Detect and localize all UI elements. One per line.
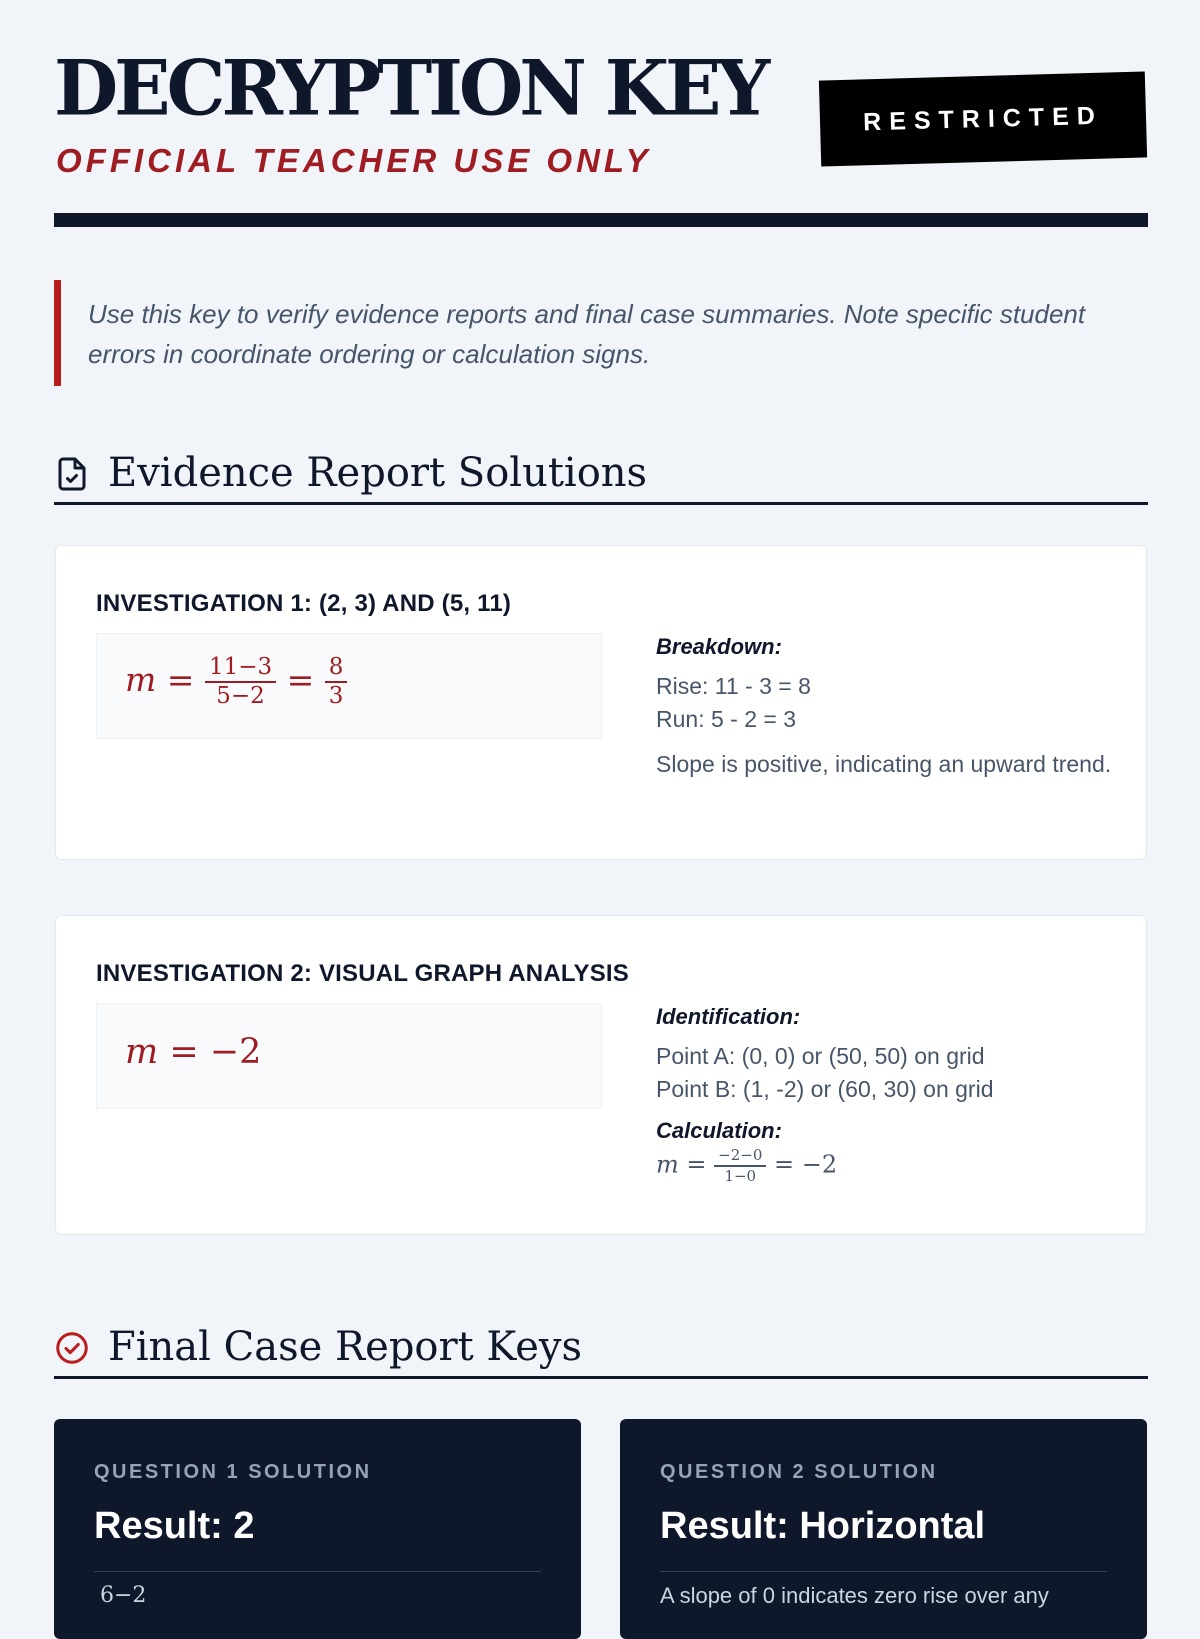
identification-panel [656,1004,1116,1184]
calculation-formula: m = $\frac{-2-0}{1-0}$ = −2 [656,1146,838,1185]
slope-formula: m = −2 [125,1032,262,1072]
page [54,0,1148,1608]
section-title: Evidence Report Solutions [108,450,648,496]
formula-box [96,1003,602,1109]
instructions-note: Use this key to verify evidence reports and final case summaries. Note specific student errors in coordinate ordering or calculation signs. [54,280,1144,386]
section-title: Final Case Report Keys [108,1324,583,1370]
check-circle-icon [54,1328,90,1368]
solution-result: Result: 2 [94,1505,255,1547]
page-subtitle: OFFICIAL TEACHER USE ONLY [56,142,652,179]
card-divider [94,1571,541,1572]
fraction: $\frac{-2-0}{1-0}$ [714,1148,766,1184]
fraction: $\frac{8}{3}$ [325,656,348,708]
breakdown-line: Run: 5 - 2 = 3 [656,706,796,732]
investigation-title: INVESTIGATION 2: VISUAL GRAPH ANALYSIS [96,960,630,987]
investigation-title: INVESTIGATION 1: (2, 3) AND (5, 11) [96,590,512,617]
breakdown-note: Slope is positive, indicating an upward trend. [656,751,1112,777]
fraction: $\frac{11-3}{5-2}$ [205,656,276,708]
solution-card [54,1419,581,1639]
file-check-icon [54,454,90,494]
solution-card [620,1419,1147,1639]
page-title: DECRYPTION KEY [54,45,767,133]
solution-result: Result: Horizontal [660,1505,986,1547]
investigation-card [55,545,1147,860]
solution-kicker: QUESTION 1 SOLUTION [94,1461,372,1483]
section-header-evidence [54,446,1148,505]
header-divider [54,213,1148,227]
solution-kicker: QUESTION 2 SOLUTION [660,1461,938,1483]
breakdown-line: Rise: 11 - 3 = 8 [656,673,811,699]
point-line: Point B: (1, -2) or (60, 30) on grid [656,1076,994,1102]
investigation-card [55,915,1147,1235]
solution-excerpt: A slope of 0 indicates zero rise over any [660,1583,1049,1608]
section-header-final [54,1320,1148,1379]
solution-excerpt: 6−2 [100,1583,147,1608]
card-divider [660,1571,1107,1572]
calculation-label: Calculation: [656,1118,782,1143]
identification-label: Identification: [656,1004,801,1029]
formula-box [96,633,602,739]
point-line: Point A: (0, 0) or (50, 50) on grid [656,1043,985,1069]
slope-formula: m = $\frac{11-3}{5-2}$ = $\frac{8}{3}$ [125,656,347,708]
restricted-stamp: RESTRICTED [819,71,1147,166]
breakdown-panel [656,634,1116,781]
breakdown-label: Breakdown: [656,634,782,659]
